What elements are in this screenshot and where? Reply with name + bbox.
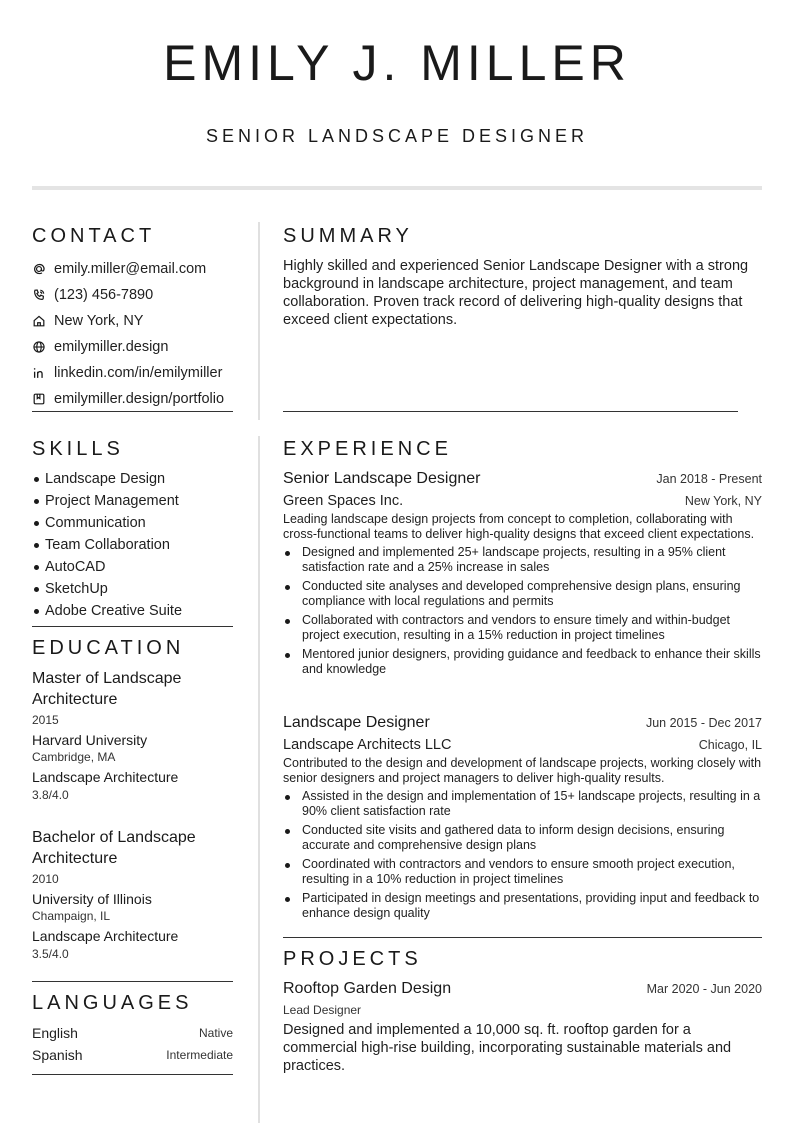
job-title: Senior Landscape Designer bbox=[283, 470, 481, 487]
contact-linkedin[interactable] bbox=[32, 360, 257, 386]
job-header bbox=[283, 470, 762, 488]
contact-email[interactable] bbox=[32, 256, 257, 282]
bullet-icon bbox=[34, 587, 39, 592]
job-header bbox=[283, 714, 762, 732]
languages-heading: LANGUAGES bbox=[32, 992, 193, 1014]
school-location: Cambridge, MA bbox=[32, 750, 116, 764]
job-description: Contributed to the design and development of landscape projects, working closely with senior designers and project managers to deliver high-quality results. bbox=[283, 756, 762, 785]
contact-phone[interactable] bbox=[32, 282, 257, 308]
language-name: Spanish bbox=[32, 1047, 83, 1063]
job-description: Leading landscape design projects from concept to completion, collaborating with cross-functional teams to deliver high-quality designs that exceed client expectations. bbox=[283, 512, 755, 541]
skill-label: Project Management bbox=[45, 493, 179, 509]
contact-email-text: emily.miller@email.com bbox=[54, 261, 207, 277]
graduation-year: 2010 bbox=[32, 872, 59, 886]
project-header bbox=[283, 980, 762, 998]
contact-portfolio-text: emilymiller.design/portfolio bbox=[54, 391, 225, 407]
education-entry bbox=[32, 668, 247, 802]
bullet-icon bbox=[285, 795, 290, 800]
experience-heading: EXPERIENCE bbox=[283, 438, 452, 460]
contact-website-text: emilymiller.design bbox=[54, 339, 169, 355]
language-level: Native bbox=[198, 1026, 233, 1040]
linkedin-icon bbox=[32, 366, 46, 380]
phone-icon bbox=[32, 288, 46, 302]
field-of-study: Landscape Architecture bbox=[32, 769, 179, 785]
contact-website[interactable] bbox=[32, 334, 257, 360]
bullet-icon bbox=[285, 897, 290, 902]
skill-item bbox=[32, 534, 252, 556]
contact-heading: CONTACT bbox=[32, 225, 156, 247]
contact-location bbox=[32, 308, 257, 334]
job-bullet bbox=[283, 545, 762, 575]
school: Harvard University bbox=[32, 732, 148, 748]
education-heading: EDUCATION bbox=[32, 637, 185, 659]
bullet-text: Participated in design meetings and presentations, providing input and feedback to enhance design quality bbox=[302, 891, 760, 920]
bullet-icon bbox=[285, 829, 290, 834]
job-title-header: SENIOR LANDSCAPE DESIGNER bbox=[205, 126, 589, 146]
candidate-name: EMILY J. MILLER bbox=[163, 35, 631, 91]
contact-portfolio[interactable] bbox=[32, 386, 257, 412]
language-name: English bbox=[32, 1025, 78, 1041]
job-bullet bbox=[283, 823, 762, 853]
skill-item bbox=[32, 468, 252, 490]
school-location: Champaign, IL bbox=[32, 909, 111, 923]
bullet-text: Coordinated with contractors and vendors to ensure smooth project execution, resulting in a 10% reduction in project timelines bbox=[302, 857, 735, 886]
contact-divider bbox=[32, 411, 233, 412]
skill-item bbox=[32, 556, 252, 578]
bullet-icon bbox=[285, 863, 290, 868]
column-divider bbox=[258, 436, 260, 1123]
degree: Master of Landscape Architecture bbox=[32, 670, 182, 708]
home-icon bbox=[32, 314, 46, 328]
languages-list bbox=[32, 1022, 233, 1066]
bullet-icon bbox=[34, 565, 39, 570]
language-level: Intermediate bbox=[166, 1048, 233, 1062]
degree: Bachelor of Landscape Architecture bbox=[32, 829, 196, 867]
bullet-icon bbox=[285, 585, 290, 590]
skill-label: SketchUp bbox=[45, 581, 108, 597]
bullet-text: Collaborated with contractors and vendors to ensure timely and within-budget project execution, resulting in a 15% reduction in project timelines bbox=[302, 613, 731, 642]
job-company-row bbox=[283, 493, 762, 509]
skills-heading: SKILLS bbox=[32, 438, 124, 460]
job-bullet bbox=[283, 579, 762, 609]
project-role: Lead Designer bbox=[283, 1003, 362, 1017]
bullet-text: Assisted in the design and implementation of 15+ landscape projects, resulting in a 90% client satisfaction rate bbox=[302, 789, 761, 818]
project-dates: Mar 2020 - Jun 2020 bbox=[646, 982, 762, 996]
contact-phone-text: (123) 456-7890 bbox=[54, 287, 154, 303]
bullet-icon bbox=[285, 653, 290, 658]
field-of-study: Landscape Architecture bbox=[32, 928, 179, 944]
skills-list bbox=[32, 468, 252, 622]
gpa: 3.8/4.0 bbox=[32, 788, 69, 802]
bullet-icon bbox=[34, 499, 39, 504]
bullet-text: Mentored junior designers, providing guidance and feedback to enhance their skills and knowledge bbox=[302, 647, 761, 676]
job-location: New York, NY bbox=[684, 494, 762, 508]
bullet-text: Conducted site analyses and developed comprehensive design plans, ensuring compliance with local regulations and permits bbox=[302, 579, 741, 608]
header-divider bbox=[32, 186, 762, 190]
skill-label: AutoCAD bbox=[45, 559, 106, 575]
skills-divider bbox=[32, 626, 233, 627]
company-name: Green Spaces Inc. bbox=[283, 493, 404, 509]
job-bullet bbox=[283, 613, 762, 643]
summary-divider bbox=[283, 411, 738, 412]
bullet-icon bbox=[285, 551, 290, 556]
skill-item bbox=[32, 512, 252, 534]
bullet-text: Designed and implemented 25+ landscape projects, resulting in a 95% client satisfaction rate and a 25% increase in sales bbox=[302, 545, 726, 574]
job-dates: Jun 2015 - Dec 2017 bbox=[645, 716, 762, 730]
experience-divider bbox=[283, 937, 762, 938]
summary-heading: SUMMARY bbox=[283, 225, 413, 247]
job-bullet bbox=[283, 789, 762, 819]
job-bullet bbox=[283, 857, 762, 887]
bullet-icon bbox=[34, 521, 39, 526]
skill-label: Landscape Design bbox=[45, 471, 166, 487]
job-title: Landscape Designer bbox=[283, 714, 430, 731]
skill-item bbox=[32, 600, 252, 622]
company-name: Landscape Architects LLC bbox=[283, 737, 452, 753]
school: University of Illinois bbox=[32, 891, 152, 907]
language-row bbox=[32, 1044, 233, 1066]
globe-icon bbox=[32, 340, 46, 354]
job-bullets bbox=[283, 789, 762, 921]
project-entry bbox=[283, 980, 762, 1075]
portfolio-icon bbox=[32, 392, 46, 406]
skill-item bbox=[32, 490, 252, 512]
bullet-icon bbox=[34, 477, 39, 482]
language-row bbox=[32, 1022, 233, 1044]
project-title: Rooftop Garden Design bbox=[283, 980, 452, 997]
job-bullet bbox=[283, 647, 762, 677]
skill-label: Adobe Creative Suite bbox=[45, 603, 183, 619]
bullet-icon bbox=[285, 619, 290, 624]
education-entry bbox=[32, 827, 247, 961]
contact-linkedin-text: linkedin.com/in/emilymiller bbox=[54, 365, 223, 381]
job-entry bbox=[283, 470, 762, 681]
job-company-row bbox=[283, 737, 762, 753]
contact-location-text: New York, NY bbox=[54, 313, 144, 329]
job-bullets bbox=[283, 545, 762, 677]
job-location: Chicago, IL bbox=[698, 738, 762, 752]
job-bullet bbox=[283, 891, 762, 921]
job-dates: Jan 2018 - Present bbox=[656, 472, 762, 486]
bullet-icon bbox=[34, 543, 39, 548]
projects-heading: PROJECTS bbox=[283, 948, 422, 970]
job-entry bbox=[283, 714, 762, 925]
skill-item bbox=[32, 578, 252, 600]
skill-label: Team Collaboration bbox=[45, 537, 170, 553]
gpa: 3.5/4.0 bbox=[32, 947, 69, 961]
contact-list bbox=[32, 256, 257, 412]
skill-label: Communication bbox=[45, 515, 146, 531]
project-description: Designed and implemented a 10,000 sq. ft. rooftop garden for a commercial high-rise building, incorporating sustainable materials and practices. bbox=[283, 1022, 732, 1074]
languages-divider bbox=[32, 1074, 233, 1075]
column-divider bbox=[258, 222, 260, 420]
bullet-text: Conducted site visits and gathered data to inform design decisions, ensuring accurate and comprehensive design plans bbox=[302, 823, 725, 852]
education-divider bbox=[32, 981, 233, 982]
bullet-icon bbox=[34, 609, 39, 614]
at-icon bbox=[32, 262, 46, 276]
graduation-year: 2015 bbox=[32, 713, 59, 727]
summary-text: Highly skilled and experienced Senior Landscape Designer with a strong background in landscape architecture, project management, and team collaboration. Proven track record of delivering high-quality designs that exceed client expectations. bbox=[283, 258, 749, 328]
